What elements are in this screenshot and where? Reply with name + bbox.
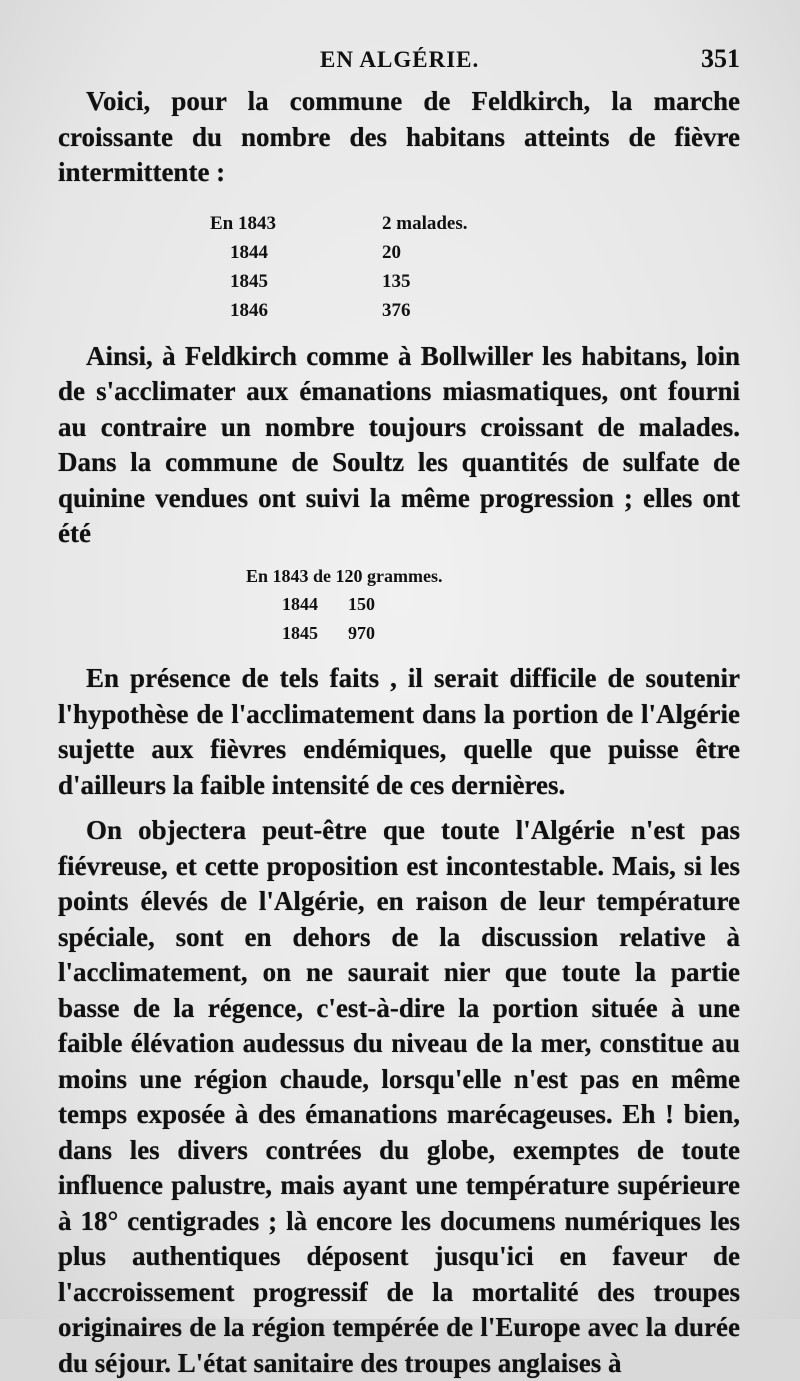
paragraph-soultz: Ainsi, à Feldkirch comme à Bollwiller les habitans, loin de s'acclimater aux émanations miasmatiques, ont fourni au contraire un nombre toujours croissant de malades. Dans la commune de Soultz les quantités de sulfate de quinine vendues ont suivi la même progression ; elles ont été bbox=[58, 340, 740, 548]
table-row bbox=[58, 209, 740, 238]
running-head bbox=[320, 44, 740, 84]
table-quinine bbox=[58, 562, 740, 648]
table-row bbox=[58, 267, 740, 296]
table-row bbox=[58, 590, 740, 619]
table-year: 1844 bbox=[282, 594, 318, 614]
table-value: 376 bbox=[382, 299, 411, 321]
table-value: 970 bbox=[348, 622, 375, 643]
running-head-title: EN ALGÉRIE. bbox=[320, 47, 480, 72]
table-quinine-first-line: En 1843 de 120 grammes. bbox=[246, 565, 443, 586]
table-value: 150 bbox=[348, 594, 375, 614]
table-value: 2 malades. bbox=[382, 212, 468, 234]
table-row bbox=[58, 238, 740, 267]
table-year: 1845 bbox=[230, 270, 268, 292]
table-year: 1844 bbox=[230, 241, 268, 263]
table-year: 1846 bbox=[230, 299, 268, 321]
table-row bbox=[58, 296, 740, 325]
table-year: En 1843 bbox=[210, 212, 276, 234]
table-year: 1845 bbox=[282, 622, 318, 643]
paragraph-objection: On objectera peut-être que toute l'Algérie n'est pas fiévreuse, et cette proposition est incontestable. Mais, si les points élevés de l'Algérie, en raison de leur température spéciale, sont en dehors de la discussion relative à l'acclimatement, on ne saurait nier que toute la partie basse de la régence, c'est-à-dire la portion située à une faible élévation audessus du niveau de la mer, constitue au moins une région chaude, lorsqu'elle n'est pas en même temps exposée à des émanations marécageuses. Eh ! bien, dans les divers contrées du globe, exemptes de toute influence palustre, mais ayant une température supérieure à 18° centigrades ; là encore les documens numériques les plus authentiques déposent jusqu'ici en faveur de l'accroissement progressif de la mortalité des troupes originaires de la région tempérée de l'Europe avec la durée du séjour. L'état sanitaire des troupes anglaises à bbox=[58, 815, 740, 1378]
page-number: 351 bbox=[701, 44, 740, 73]
paragraph-presence: En présence de tels faits , il serait difficile de soutenir l'hypothèse de l'acclimatement dans la portion de l'Algérie sujette aux fièvres endémiques, quelle que puisse être d'ailleurs la faible intensité de ces dernières. bbox=[58, 663, 740, 800]
paragraph-feldkirch-intro: Voici, pour la commune de Feldkirch, la marche croissante du nombre des habitans atteints de fièvre intermittente : bbox=[58, 86, 740, 187]
table-value: 20 bbox=[382, 241, 401, 263]
table-malades bbox=[58, 209, 740, 325]
table-value: 135 bbox=[382, 270, 411, 292]
table-row bbox=[58, 619, 740, 648]
